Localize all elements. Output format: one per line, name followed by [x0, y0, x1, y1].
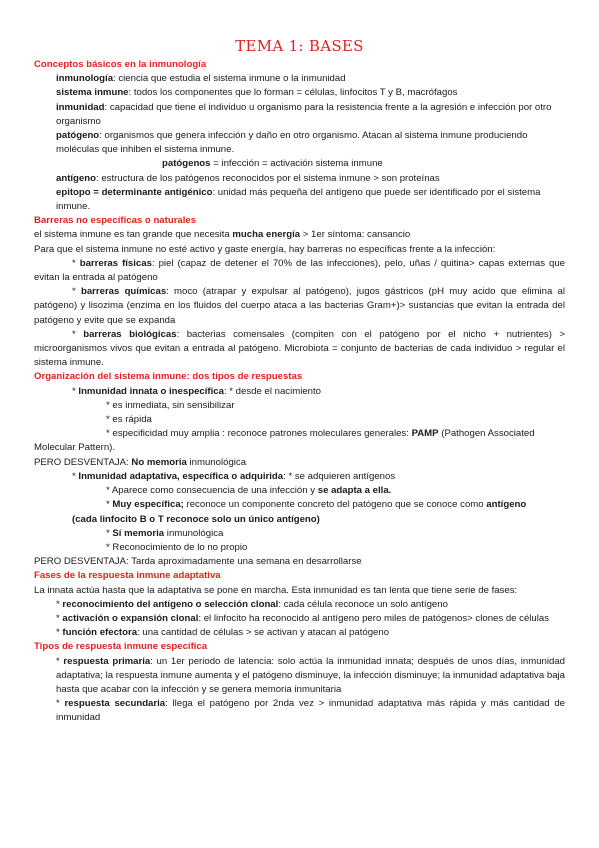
definition: : llega el patógeno por 2nda vez > inmunidad adaptativa más rápida y más cantidad de inmunidad — [56, 698, 565, 724]
text: > 1er síntoma: cansancio — [300, 229, 411, 241]
definition: : * desde el nacimiento — [223, 385, 322, 397]
section-heading-organizacion: Organización del sistema inmune: dos tipos de respuestas — [34, 371, 303, 383]
item-inmediata: * es inmediata, sin sensibilizar — [106, 399, 235, 411]
def-inmunologia — [34, 72, 565, 86]
definition: : todos los componentes que lo forman = células, linfocitos T y B, macrófagos — [128, 87, 458, 99]
item-fase-efectora: * función efectora: una cantidad de células > se activan y atacan al patógeno — [56, 627, 390, 639]
text: inmunológica — [186, 456, 247, 468]
term: barreras químicas — [80, 286, 167, 298]
item-innata: * Inmunidad innata o inespecífica: * desde el nacimiento — [72, 385, 322, 397]
text-desventaja-adaptativa: PERO DESVENTAJA: Tarda aproximadamente una semana en desarrollarse — [34, 556, 362, 568]
def-patogeno — [34, 129, 565, 157]
def-sistema-inmune — [34, 86, 565, 100]
term: respuesta primaria — [63, 655, 151, 667]
text: (Pathogen Associated Molecular Pattern). — [34, 428, 535, 454]
section-heading-fases: Fases de la respuesta inmune adaptativa — [34, 570, 221, 582]
definition: : unidad más pequeña del antígeno que puede ser identificado por el sistema inmune. — [56, 186, 541, 213]
definition: : una cantidad de células > se activan y atacan al patógeno — [137, 627, 390, 639]
text: * — [106, 527, 113, 539]
definition: : moco (atrapar y expulsar al patógeno), jugos gástricos (pH muy acido que elimina al patógeno) y lisozima (enzima en los fluidos del cuerpo ataca a las bacterias Gram+)> sustancias que evitan la entrada del patógeno y evite que se expanda — [34, 286, 565, 326]
item-si-memoria — [34, 527, 565, 541]
term: inmunidad — [56, 101, 105, 113]
item-adaptativa: * Inmunidad adaptativa, específica o adquirida: * se adquieren antígenos — [72, 470, 396, 482]
text-desventaja-innata — [34, 456, 565, 470]
text-bold: No memoria — [131, 456, 187, 468]
text-bold: Muy específica; — [112, 499, 184, 511]
text-bold: antígeno — [486, 499, 527, 511]
text-bold: Sí memoria — [112, 527, 165, 539]
definition: : ciencia que estudia el sistema inmune o la inmunidad — [113, 73, 346, 85]
item-barreras-biologicas: * barreras biológicas: bacterias comensales (compiten con el patógeno por el nicho + nutrientes) > microorganismos vivos que evitan a entrada al patógeno. Microbiota = conjunto de bacterias de cada individuo > regular el sistema inmune. — [34, 328, 565, 369]
item-reconocimiento: * Reconocimiento de lo no propio — [106, 541, 248, 553]
item-aparece — [34, 484, 565, 498]
definition: : capacidad que tiene el individuo u organismo para la resistencia frente a la agresión e infección por otro organismo — [56, 101, 552, 127]
term: epitopo = determinante antigénico — [56, 186, 213, 198]
definition: : * se adquieren antígenos — [283, 470, 396, 482]
text-barreras-intro: Para que el sistema inmune no esté activo y gaste energía, hay barreras no específicas frente a la infección: — [34, 243, 496, 255]
term: sistema inmune — [56, 87, 129, 99]
text: el sistema inmune es tan grande que necesita — [34, 229, 233, 241]
text-bold: PAMP — [411, 428, 439, 440]
definition: : piel (capaz de detener el 70% de las infecciones), pelo, uñas / quitina> capas externas que evitan la entrada al patógeno — [34, 257, 566, 284]
term: función efectora — [62, 627, 138, 639]
text-energia — [34, 228, 565, 242]
definition: : un 1er periodo de latencia: solo actúa la inmunidad innata; después de unos días, inmunidad adaptativa; la respuesta inmune aumenta y el patógeno disminuye, la infección disminuye; la inmunidad adaptativa baja hasta que acabar con la infección y se genera memoria inmunitaria — [56, 655, 566, 695]
page-title: TEMA 1: BASES — [235, 37, 364, 55]
term: patógeno — [56, 130, 100, 142]
text-fases-intro: La innata actúa hasta que la adaptativa se pone en marcha. Esta inmunidad es tan lenta que tiene serie de fases: — [34, 584, 518, 596]
definition: : organismos que genera infección y daño en otro organismo. Atacan al sistema inmune produciendo moléculas que inhiben el sistema inmune. — [56, 130, 528, 156]
def-inmunidad — [34, 101, 565, 129]
text: PERO DESVENTAJA: — [34, 456, 132, 468]
section-heading-conceptos: Conceptos básicos en la inmunología — [34, 59, 207, 70]
text-bold: se adapta a ella. — [317, 485, 392, 497]
definition: : bacterias comensales (compiten con el patógeno por el nicho + nutrientes) > microorganismos vivos que evitan a entrada al patógeno. Microbiota = conjunto de bacterias de cada individuo > regular el sistema inmune. — [34, 328, 565, 369]
term: reconocimiento del antígeno o selección clonal — [62, 598, 279, 610]
item-muy-especifica — [34, 498, 565, 512]
term: Inmunidad adaptativa, específica o adquirida — [78, 470, 284, 482]
term: barreras biológicas — [83, 328, 177, 340]
def-antigeno — [34, 172, 565, 186]
text: * especificidad muy amplia : reconoce patrones moleculares generales: — [106, 428, 412, 440]
text: reconoce un componente concreto del patógeno que se conoce como — [183, 499, 487, 511]
item-respuesta-secundaria: * respuesta secundaria: llega el patógeno por 2nda vez > inmunidad adaptativa más rápida y más cantidad de inmunidad — [56, 698, 565, 724]
term: activación o expansión clonal — [62, 612, 199, 624]
text-bold: mucha energía — [232, 229, 301, 241]
definition: : el linfocito ha reconocido al antígeno pero miles de patógenos> clones de células — [198, 612, 550, 624]
term: inmunología — [56, 73, 114, 85]
term: respuesta secundaria — [64, 698, 166, 710]
def-epitopo — [34, 186, 565, 214]
item-rapida: * es rápida — [106, 414, 152, 426]
section-heading-tipos: Tipos de respuesta inmune específica — [34, 641, 208, 653]
definition: : cada célula reconoce un solo antígeno — [278, 598, 448, 610]
item-barreras-quimicas: * barreras químicas: moco (atrapar y expulsar al patógeno), jugos gástricos (pH muy acido que elimina al patógeno) y lisozima (enzima en los fluidos del cuerpo ataca a las bacterias Gram+)> sustancias que evitan la entrada del patógeno y evite que se expanda — [34, 286, 565, 326]
text: * Aparece como consecuencia de una infección y — [106, 485, 318, 497]
text: * — [106, 499, 113, 511]
definition: = infección = activación sistema inmune — [210, 158, 383, 170]
item-especificidad — [34, 427, 565, 455]
term: barreras físicas — [79, 257, 152, 269]
term: antígeno — [56, 172, 96, 184]
definition: : estructura de los patógenos reconocidos por el sistema inmune > son proteínas — [95, 172, 440, 184]
section-heading-barreras: Barreras no específicas o naturales — [34, 215, 197, 227]
item-fase-activacion: * activación o expansión clonal: el linfocito ha reconocido al antígeno pero miles de patógenos> clones de células — [56, 612, 550, 624]
term: Inmunidad innata o inespecífica — [78, 385, 224, 397]
term: patógenos — [162, 158, 211, 170]
def-patogenos — [34, 157, 565, 171]
item-respuesta-primaria: * respuesta primaria: un 1er periodo de latencia: solo actúa la inmunidad innata; después de unos días, inmunidad adaptativa; la respuesta inmune aumenta y el patógeno disminuye, la infección disminuye; la inmunidad adaptativa baja hasta que acabar con la infección y se genera memoria inmunitaria — [56, 655, 566, 695]
item-barreras-fisicas: * barreras físicas: piel (capaz de detener el 70% de las infecciones), pelo, uñas / quitina> capas externas que evitan la entrada al patógeno — [34, 257, 566, 284]
text: inmunológica — [164, 527, 224, 539]
item-cada-linfocito: (cada linfocito B o T reconoce solo un único antígeno) — [72, 513, 320, 525]
item-fase-reconocimiento: * reconocimiento del antígeno o selección clonal: cada célula reconoce un solo antígeno — [56, 598, 448, 610]
